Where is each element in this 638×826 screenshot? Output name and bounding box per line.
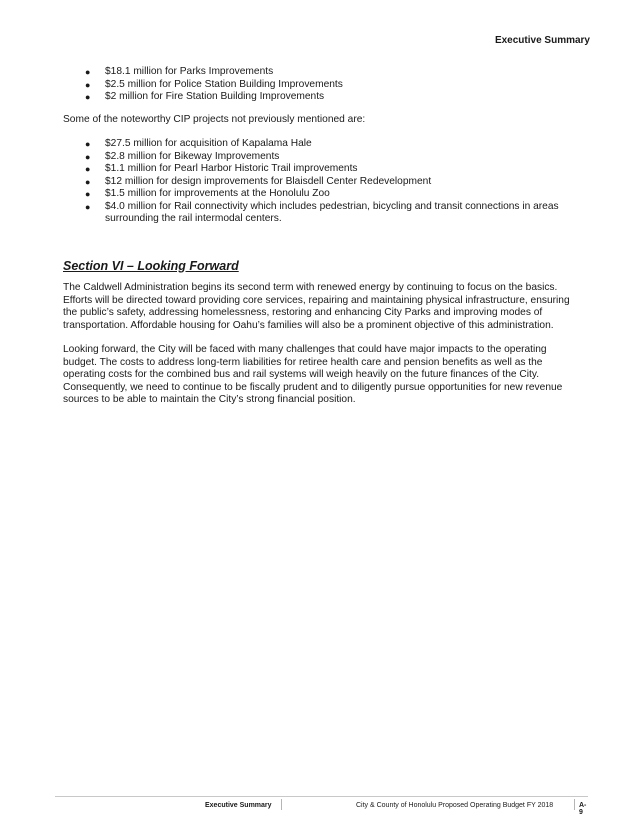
footer-divider xyxy=(574,799,575,810)
list-item-text: $4.0 million for Rail connectivity which includes pedestrian, bicycling and transit connections in areas surrounding the rail intermodal centers. xyxy=(105,200,559,224)
bullet-icon: ● xyxy=(85,92,91,102)
bullet-icon: ● xyxy=(85,79,91,90)
list-item xyxy=(63,201,583,226)
parks-police-fire-list xyxy=(63,66,583,104)
list-item-text: $1.1 million for Pearl Harbor Historic Trail improvements xyxy=(105,163,358,174)
footer-document-title: City & County of Honolulu Proposed Operating Budget FY 2018 xyxy=(356,802,554,809)
list-item-text: $18.1 million for Parks Improvements xyxy=(105,66,274,77)
list-item xyxy=(63,66,583,79)
bullet-icon: ● xyxy=(85,189,91,199)
list-item xyxy=(63,138,583,151)
list-item-text: $2.8 million for Bikeway Improvements xyxy=(105,150,280,162)
list-item xyxy=(63,176,583,189)
footer-section-title: Executive Summary xyxy=(205,802,272,809)
list-item xyxy=(63,91,583,104)
list-item xyxy=(63,151,583,164)
list-item-text: $2.5 million for Police Station Building Improvements xyxy=(105,78,343,90)
list-item-text: $1.5 million for improvements at the Honolulu Zoo xyxy=(105,188,330,199)
bullet-icon: ● xyxy=(85,151,91,162)
looking-forward-paragraph-2: Looking forward, the City will be faced with many challenges that could have major impacts to the operating budget. The costs to address long-term liabilities for retiree health care and pension benefits as well as the operating costs for the combined bus and rail systems will weigh heavily on the future finances of the City. Consequently, we need to continue to be fiscally prudent and to diligently pursue opportunities for new revenue sources to be able to maintain the City’s strong financial position. xyxy=(63,344,563,405)
document-body xyxy=(63,66,583,407)
list-item xyxy=(63,163,583,176)
footer-divider xyxy=(281,799,282,810)
looking-forward-paragraph-1: The Caldwell Administration begins its second term with renewed energy by continuing to focus on the basics. Efforts will be directed toward providing core services, repairing and maintaining physical infrastructure, ensuring the public’s safety, addressing homelessness, restoring and enhancing City Parks and improving modes of transportation. Affordable housing for Oahu’s families will also be a prominent objective of this administration. xyxy=(63,282,570,331)
page-footer xyxy=(55,796,588,816)
bullet-icon: ● xyxy=(85,67,91,77)
cip-projects-list xyxy=(63,138,583,226)
bullet-icon: ● xyxy=(85,139,91,149)
section-heading: Section VI – Looking Forward xyxy=(63,258,239,273)
bullet-icon: ● xyxy=(85,201,91,212)
cip-intro-text: Some of the noteworthy CIP projects not previously mentioned are: xyxy=(63,113,366,125)
list-item-text: $27.5 million for acquisition of Kapalama Hale xyxy=(105,138,312,149)
page-header-title: Executive Summary xyxy=(494,35,590,46)
bullet-icon: ● xyxy=(85,164,91,174)
list-item-text: $2 million for Fire Station Building Improvements xyxy=(105,91,325,102)
list-item xyxy=(63,188,583,201)
list-item-text: $12 million for design improvements for Blaisdell Center Redevelopment xyxy=(105,175,432,187)
list-item xyxy=(63,79,583,92)
bullet-icon: ● xyxy=(85,176,91,187)
page-number: A-9 xyxy=(579,802,587,816)
